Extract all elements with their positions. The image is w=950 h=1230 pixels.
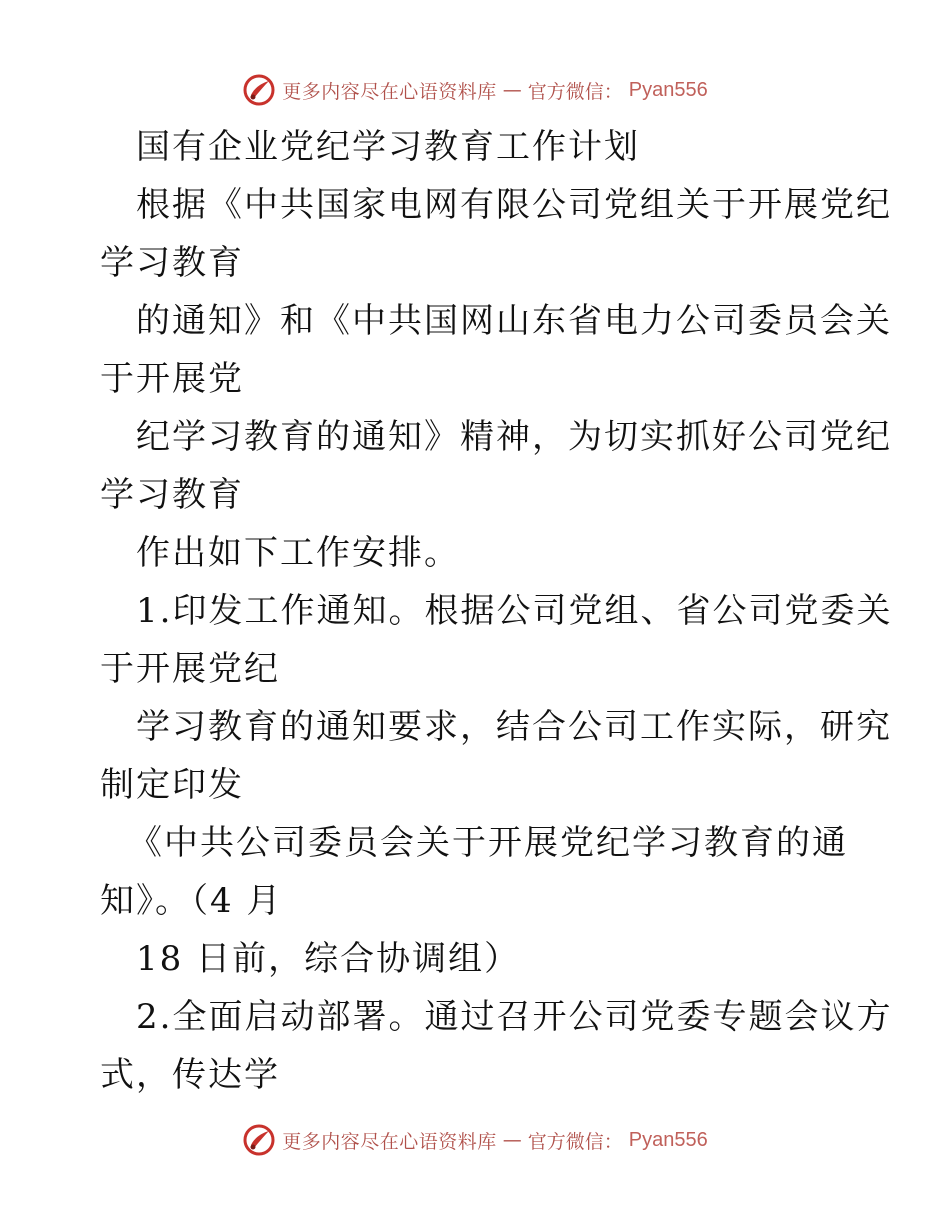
brush-logo-icon [242,1123,276,1157]
document-title: 国有企业党纪学习教育工作计划 [136,127,640,167]
text-line: 作出如下工作安排。 [136,533,460,573]
text-line: 2.全面启动部署。通过召开公司党委专题会议方 [136,997,893,1037]
wechat-id: Pyan556 [628,1128,708,1151]
text-line: 的通知》和《中共国网山东省电力公司委员会关 [136,301,892,341]
wechat-label: 官方微信： [527,80,623,103]
text-line: 学习教育的通知要求，结合公司工作实际，研究 [136,707,892,747]
brush-logo-icon [242,73,276,107]
text-line: 学习教育 [100,243,244,283]
text-line: 纪学习教育的通知》精神，为切实抓好公司党纪 [136,417,892,457]
text-line: 于开展党 [100,359,244,399]
wechat-id: Pyan556 [628,78,708,101]
text-line: 《中共公司委员会关于开展党纪学习教育的通 [128,823,848,863]
banner-dash: — [502,1129,522,1151]
banner-text: 更多内容尽在心语资料库 [282,1130,497,1153]
text-line: 学习教育 [100,475,244,515]
text-line: 于开展党纪 [100,649,280,689]
text-line: 18 日前，综合协调组） [136,939,521,979]
text-line: 式，传达学 [100,1055,280,1095]
document-body [100,118,893,1104]
text-line: 根据《中共国家电网有限公司党组关于开展党纪 [136,185,892,225]
banner-text: 更多内容尽在心语资料库 [282,80,497,103]
wechat-label: 官方微信： [527,1130,623,1153]
banner-dash: — [502,79,522,101]
text-line: 知》。（4 月 [100,881,283,921]
text-line: 1.印发工作通知。根据公司党组、省公司党委关 [136,591,893,631]
text-line: 制定印发 [100,765,244,805]
header-banner [0,70,950,110]
footer-banner [0,1120,950,1160]
